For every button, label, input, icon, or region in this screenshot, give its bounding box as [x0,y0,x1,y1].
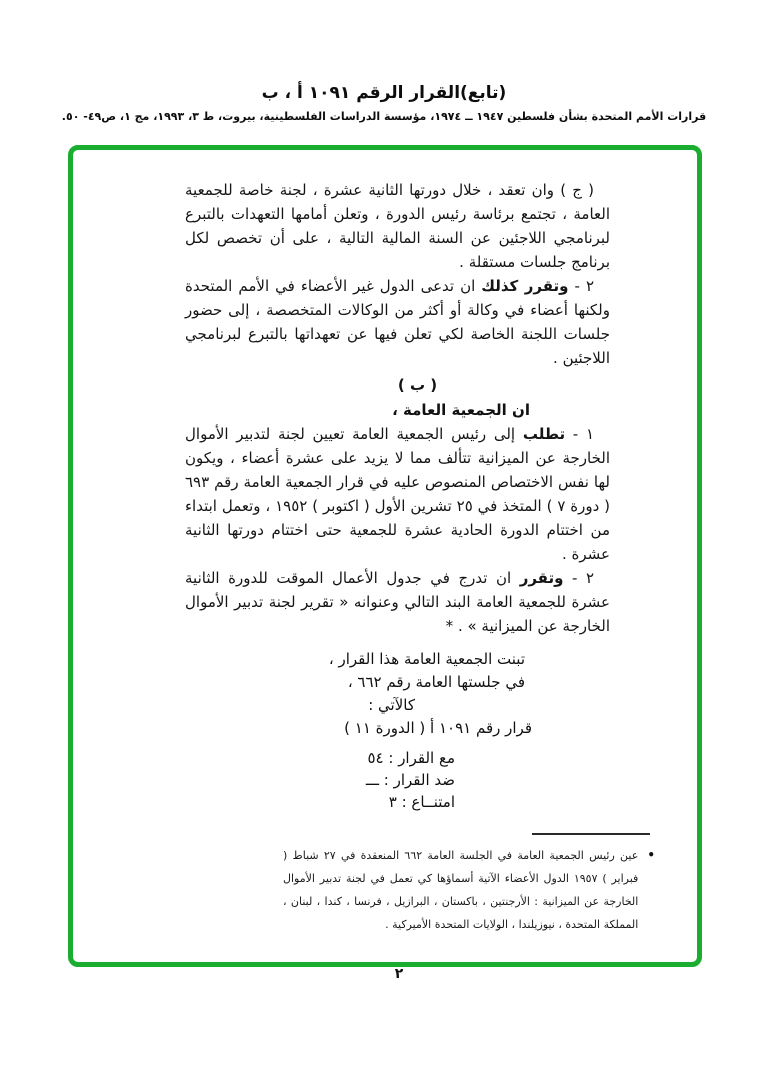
vote-separator: : [379,771,394,789]
paragraph-text: ١ - [565,425,594,443]
paragraph-text: ٢ - [563,569,595,587]
adoption-line-1: تبنت الجمعية العامة هذا القرار ، [328,650,525,668]
vote-value: ٥٤ [367,749,384,767]
page-number: ٢ [394,966,404,982]
vote-label: امتنــاع [411,793,455,811]
header-source-citation: قرارات الأمم المتحدة بشأن فلسطين ١٩٤٧ ــ ١٩٧٤، مؤسسة الدراسات الفلسطينية، بيروت، ط ٣، ١٩٩٣، مج ١، ص٤٩- ٥٠. [61,110,707,123]
paragraph-text: ٢ - [568,277,594,295]
footnote-row [283,844,655,936]
bold-lead-word: وتقرر كذلك [481,277,569,295]
vote-results [185,747,610,813]
paragraph-text: ان تدعى الدول غير الأعضاء في الأمم المتحدة ولكنها أعضاء في وكالة أو أكثر من الوكالات المتخصصة ، إلى حضور جلسات اللجنة الخاصة لكي تعلن فيها عن تعهداتها بالتبرع لبرنامجي اللاجئين . [185,277,610,367]
adoption-line-2: في جلستها العامة رقم ٦٦٢ ، [347,673,525,691]
general-assembly-heading: ان الجمعية العامة ، [392,401,530,419]
paragraph-2-part-a [185,274,610,370]
footnote-marker: • [647,848,655,862]
vote-separator: : [396,793,412,811]
paragraph-c [185,178,610,274]
vote-label: ضد القرار [393,771,455,789]
vote-value: ٣ [388,793,397,811]
footnote-text: عين رئيس الجمعية العامة في الجلسة العامة ٦٦٢ المنعقدة في ٢٧ شباط ( فبراير ) ١٩٥٧ الدول الأعضاء الآتية أسماؤها كي تعمل في لجنة تدبير الأموال الخارجة عن الميزانية : الأرجنتين ، باكستان ، البرازيل ، فرنسا ، كندا ، لبنان ، المملكة المتحدة ، نيوزيلندا ، الولايات المتحدة الأميركية . [283,849,639,931]
paragraph-1-part-b [185,422,610,566]
paragraph-text: إلى رئيس الجمعية العامة تعيين لجنة لتدبير الأموال الخارجة عن الميزانية تتألف مما لا يزيد على عشرة أعضاء ، ويكون لها نفس الاختصاص المنصوص عليه في قرار الجمعية العامة رقم ٦٩٣ ( دورة ٧ ) المتخذ في ٢٥ تشرين الأول ( اكتوبر ) ١٩٥٢ ، وتعمل ابتداء من اختتام الدورة الحادية عشرة للجمعية حتى اختتام دورتها الثانية عشرة . [185,425,611,563]
vote-line [185,769,455,791]
highlight-box [68,145,702,967]
paragraph-2-part-b [185,566,610,638]
footnote-separator [532,833,650,835]
bold-lead-word: تطلب [522,425,566,443]
footnote [283,833,655,936]
vote-separator: : [383,749,399,767]
resolution-text [73,150,697,813]
bold-lead-word: وتقرر [519,569,564,587]
vote-value: ـــ [365,771,379,789]
paragraph-text: ان تدرج في جدول الأعمال الموقت للدورة الثانية عشرة للجمعية العامة البند التالي وعنوانه « تقرير لجنة تدبير الأموال الخارجة عن الميزانية » . * [185,569,610,635]
header-resolution-title: (تابع)القرار الرقم ١٠٩١ أ ، ب [261,83,507,103]
adoption-block [185,648,610,740]
vote-label: مع القرار [398,749,455,767]
adoption-line-3: كالآتي : [368,696,415,714]
adoption-resolution-number: قرار رقم ١٠٩١ أ ( الدورة ١١ ) [344,719,532,737]
vote-line [185,791,455,813]
section-b-label: ( ب ) [397,376,438,394]
vote-line [185,747,455,769]
paragraph-text: ( ج ) وان تعقد ، خلال دورتها الثانية عشرة ، لجنة خاصة للجمعية العامة ، تجتمع برئاسة رئيس الدورة ، وتعلن أمامها التعهدات بالتبرع لبرنامجي اللاجئين عن السنة المالية التالية ، على أن تخصص لكل برنامج جلسات مستقلة . [185,181,610,271]
